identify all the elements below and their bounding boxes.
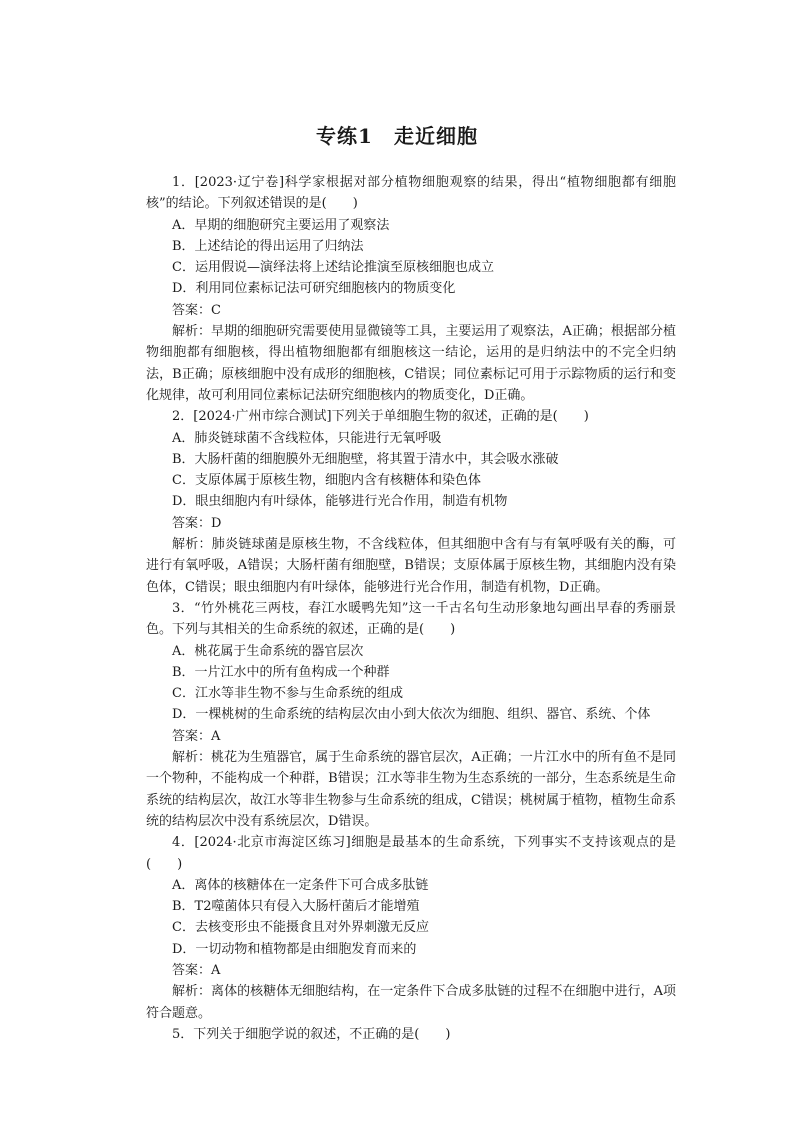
question-option: C．支原体属于原核生物，细胞内含有核糖体和染色体 bbox=[172, 473, 481, 489]
question-option: C．运用假说—演绎法将上述结论推演至原核细胞也成立 bbox=[172, 260, 494, 276]
question-option: D．眼虫细胞内有叶绿体，能够进行光合作用，制造有机物 bbox=[172, 494, 508, 510]
question-option: D．一棵桃树的生命系统的结构层次由小到大依次为细胞、组织、器官、系统、个体 bbox=[172, 707, 651, 723]
question-stem: 1．[2023·辽宁卷]科学家根据对部分植物细胞观察的结果，得出“植物细胞都有细胞核”的结论。下列叙述错误的是( ) bbox=[146, 175, 676, 212]
question-stem: 5．下列关于细胞学说的叙述，不正确的是( ) bbox=[172, 1026, 451, 1042]
question-option: A．早期的细胞研究主要运用了观察法 bbox=[172, 217, 390, 233]
question-option: B．一片江水中的所有鱼构成一个种群 bbox=[172, 664, 390, 680]
question-explanation: 解析：肺炎链球菌是原核生物，不含线粒体，但其细胞中含有与有氧呼吸有关的酶，可进行有氧呼吸，A错误；大肠杆菌有细胞壁，B错误；支原体属于原核生物，其细胞内没有染色体，C错误；眼虫细胞内有叶绿体，能够进行光合作用，制造有机物，D正确。 bbox=[146, 537, 676, 595]
question-answer: 答案：C bbox=[172, 302, 221, 318]
question-block bbox=[146, 598, 676, 832]
question-option: C．去核变形虫不能摄食且对外界刺激无反应 bbox=[172, 920, 429, 936]
question-stem: 2．[2024·广州市综合测试]下列关于单细胞生物的叙述，正确的是( ) bbox=[172, 409, 589, 425]
question-block bbox=[146, 832, 676, 1024]
question-stem: 4．[2024·北京市海淀区练习]细胞是最基本的生命系统，下列事实不支持该观点的是( ) bbox=[146, 835, 676, 872]
question-answer: 答案：A bbox=[172, 728, 221, 744]
question-list bbox=[146, 172, 676, 1045]
question-option: B．上述结论的得出运用了归纳法 bbox=[172, 238, 364, 254]
question-answer: 答案：A bbox=[172, 962, 221, 978]
question-block bbox=[146, 406, 676, 598]
question-option: A．肺炎链球菌不含线粒体，只能进行无氧呼吸 bbox=[172, 430, 442, 446]
question-option: B．大肠杆菌的细胞膜外无细胞壁，将其置于清水中，其会吸水涨破 bbox=[172, 451, 559, 467]
question-option: C．江水等非生物不参与生命系统的组成 bbox=[172, 686, 403, 702]
question-block bbox=[146, 1024, 676, 1045]
question-option: D．一切动物和植物都是由细胞发育而来的 bbox=[172, 941, 417, 957]
question-explanation: 解析：早期的细胞研究需要使用显微镜等工具，主要运用了观察法，A正确；根据部分植物细胞都有细胞核，得出植物细胞都有细胞核这一结论，运用的是归纳法中的不完全归纳法，B正确；原核细胞中没有成形的细胞核，C错误；同位素标记可用于示踪物质的运行和变化规律，故可利用同位素标记法研究细胞核内的物质变化，D正确。 bbox=[146, 324, 676, 403]
question-explanation: 解析：离体的核糖体无细胞结构，在一定条件下合成多肽链的过程不在细胞中进行，A项符合题意。 bbox=[146, 984, 676, 1021]
question-option: A．离体的核糖体在一定条件下可合成多肽链 bbox=[172, 877, 429, 893]
question-option: B．T2噬菌体只有侵入大肠杆菌后才能增殖 bbox=[172, 899, 420, 915]
question-answer: 答案：D bbox=[172, 515, 222, 531]
page-title: 专练1 走近细胞 bbox=[316, 124, 478, 148]
question-explanation: 解析：桃花为生殖器官，属于生命系统的器官层次，A正确；一片江水中的所有鱼不是同一个物种，不能构成一个种群，B错误；江水等非生物为生态系统的一部分，生态系统是生命系统的结构层次，故江水等非生物参与生命系统的组成，C错误；桃树属于植物，植物生命系统的结构层次中没有系统层次，D错误。 bbox=[146, 750, 676, 829]
question-option: A．桃花属于生命系统的器官层次 bbox=[172, 643, 364, 659]
question-option: D．利用同位素标记法可研究细胞核内的物质变化 bbox=[172, 281, 456, 297]
question-block bbox=[146, 172, 676, 406]
question-stem: 3．“竹外桃花三两枝，春江水暖鸭先知”这一千古名句生动形象地勾画出早春的秀丽景色。下列与其相关的生命系统的叙述，正确的是( ) bbox=[146, 600, 676, 638]
